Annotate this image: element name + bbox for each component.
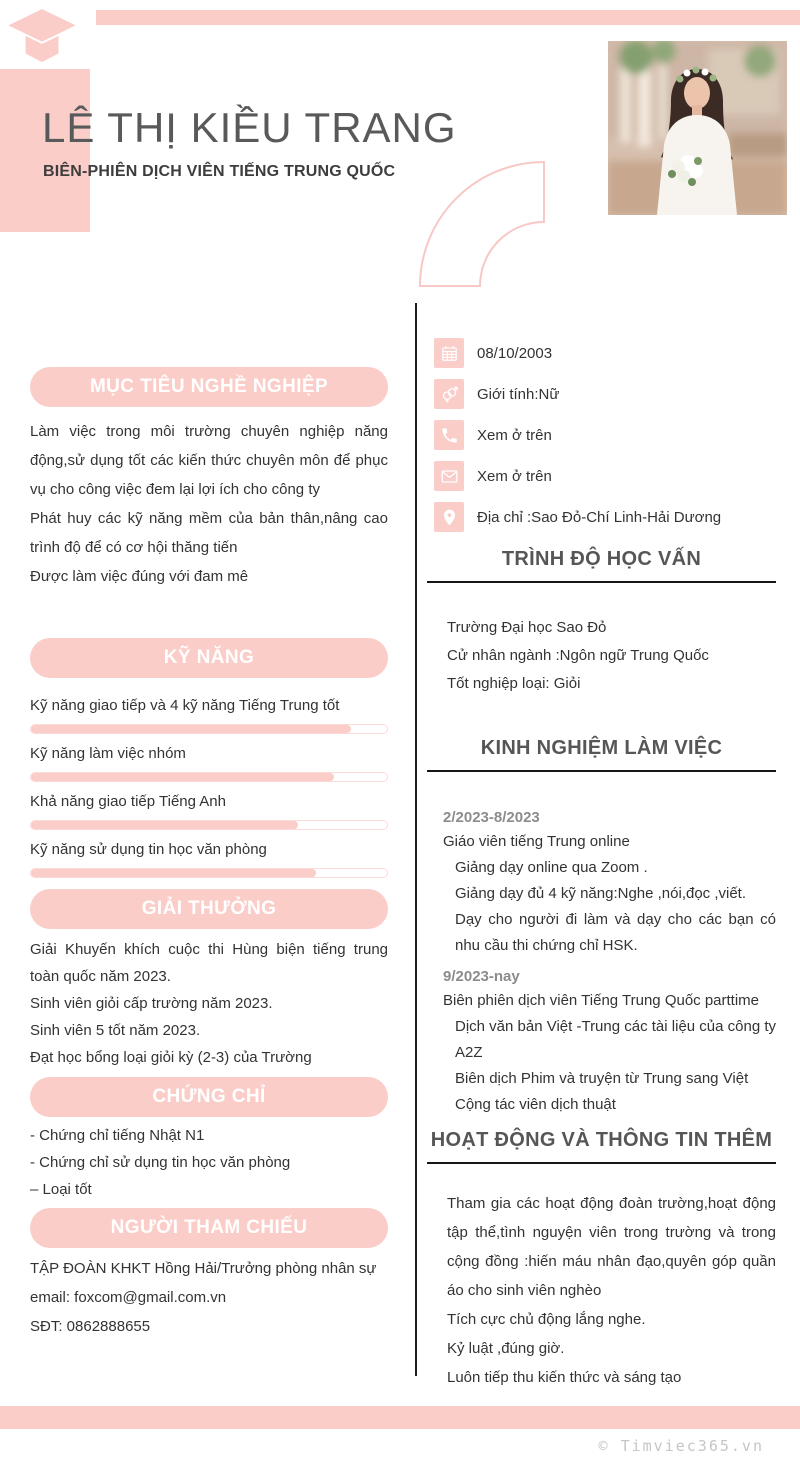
certificate-item: - Chứng chỉ tiếng Nhật N1 xyxy=(30,1127,205,1144)
skill-item xyxy=(30,743,388,782)
section-heading-certificates: CHỨNG CHỈ xyxy=(30,1077,388,1117)
address-value: Địa chỉ :Sao Đỏ-Chí Linh-Hải Dương xyxy=(477,508,722,526)
reference-line: email: foxcom@gmail.com.vn xyxy=(30,1289,227,1306)
skill-bar-fill xyxy=(31,773,334,781)
skill-label: Kỹ năng sử dụng tin học văn phòng xyxy=(30,841,267,858)
column-divider xyxy=(415,303,417,1376)
skill-bar xyxy=(30,724,388,734)
activity-line: Kỷ luật ,đúng giờ. xyxy=(447,1340,565,1357)
reference-line: TẬP ĐOÀN KHKT Hồng Hải/Trưởng phòng nhân sự xyxy=(30,1260,377,1277)
top-accent-bar xyxy=(96,10,800,25)
job-period: 9/2023-nay xyxy=(443,968,520,985)
email-icon xyxy=(434,461,464,491)
objective-line: Được làm việc đúng với đam mê xyxy=(30,568,249,585)
award-item: Sinh viên giỏi cấp trường năm 2023. xyxy=(30,995,273,1012)
references-list xyxy=(30,1254,388,1341)
objective-line: Phát huy các kỹ năng mềm của bản thân,nâng cao trình độ để có cơ hội thăng tiến xyxy=(30,510,388,556)
education-line: Trường Đại học Sao Đỏ xyxy=(447,619,607,636)
award-item: Sinh viên 5 tốt năm 2023. xyxy=(30,1022,201,1039)
education-block xyxy=(427,614,776,698)
contact-row-birthday xyxy=(427,338,776,368)
activity-line: Luôn tiếp thu kiến thức và sáng tạo xyxy=(447,1369,682,1386)
skill-bar-fill xyxy=(31,725,351,733)
objective-line: Làm việc trong môi trường chuyên nghiệp năng động,sử dụng tốt các kiến thức chuyên môn để phục vụ cho công việc đem lại lợi ích cho công ty xyxy=(30,423,388,498)
experience-job xyxy=(427,807,776,959)
section-heading-experience: KINH NGHIỆM LÀM VIỆC xyxy=(427,735,776,772)
objective-text xyxy=(30,417,388,591)
job-detail: Dịch văn bản Việt -Trung các tài liệu của công ty A2Z xyxy=(455,1018,777,1061)
skill-bar xyxy=(30,772,388,782)
section-heading-references: NGƯỜI THAM CHIẾU xyxy=(30,1208,388,1248)
skill-bar xyxy=(30,868,388,878)
skill-item xyxy=(30,791,388,830)
certificates-list xyxy=(30,1122,388,1203)
section-heading-objective: MỤC TIÊU NGHỀ NGHIỆP xyxy=(30,367,388,407)
phone-value: Xem ở trên xyxy=(477,426,552,444)
education-line: Cử nhân ngành :Ngôn ngữ Trung Quốc xyxy=(447,647,709,664)
job-title: Giáo viên tiếng Trung online xyxy=(443,833,630,850)
section-heading-education: TRÌNH ĐỘ HỌC VẤN xyxy=(427,546,776,583)
calendar-icon xyxy=(434,338,464,368)
job-title: Biên phiên dịch viên Tiếng Trung Quốc parttime xyxy=(443,992,760,1009)
activities-block xyxy=(427,1189,776,1392)
email-value: Xem ở trên xyxy=(477,467,552,485)
certificate-item: - Chứng chỉ sử dụng tin học văn phòng xyxy=(30,1154,291,1171)
graduation-cap-icon xyxy=(5,7,79,67)
certificate-item: – Loại tốt xyxy=(30,1181,92,1198)
right-column xyxy=(427,338,776,1392)
job-detail: Giảng dạy đủ 4 kỹ năng:Nghe ,nói,đọc ,viết. xyxy=(455,885,747,902)
skill-label: Khả năng giao tiếp Tiếng Anh xyxy=(30,793,226,810)
section-heading-awards: GIẢI THƯỞNG xyxy=(30,889,388,929)
job-detail: Giảng dạy online qua Zoom . xyxy=(455,859,648,876)
left-column xyxy=(30,367,388,1341)
location-icon xyxy=(434,502,464,532)
gender-icon xyxy=(434,379,464,409)
contact-row-address xyxy=(427,502,776,532)
candidate-name: LÊ THỊ KIỀU TRANG xyxy=(42,104,457,151)
section-heading-activities: HOẠT ĐỘNG VÀ THÔNG TIN THÊM xyxy=(427,1127,776,1164)
job-detail: Biên dịch Phim và truyện từ Trung sang Việt xyxy=(455,1070,749,1087)
phone-icon xyxy=(434,420,464,450)
contact-row-email xyxy=(427,461,776,491)
quarter-ring-decoration xyxy=(418,140,546,288)
award-item: Giải Khuyến khích cuộc thi Hùng biện tiếng trung toàn quốc năm 2023. xyxy=(30,941,388,985)
gender-value: Giới tính:Nữ xyxy=(477,385,560,403)
awards-list xyxy=(30,936,388,1071)
skill-item xyxy=(30,695,388,734)
profile-photo xyxy=(608,41,787,215)
job-period: 2/2023-8/2023 xyxy=(443,809,540,826)
contact-list xyxy=(427,338,776,532)
skill-bar-fill xyxy=(31,869,316,877)
job-detail: Cộng tác viên dịch thuật xyxy=(455,1096,616,1113)
reference-line: SĐT: 0862888655 xyxy=(30,1318,151,1335)
section-heading-skills: KỸ NĂNG xyxy=(30,638,388,678)
skill-item xyxy=(30,839,388,878)
watermark: © Timviec365.vn xyxy=(598,1437,764,1455)
candidate-title: BIÊN-PHIÊN DỊCH VIÊN TIẾNG TRUNG QUỐC xyxy=(43,163,396,180)
skill-bar-fill xyxy=(31,821,298,829)
contact-row-gender xyxy=(427,379,776,409)
skill-bar xyxy=(30,820,388,830)
activity-line: Tham gia các hoạt động đoàn trường,hoạt động tập thể,tình nguyện viên trong trường và trong cộng đồng :hiến máu nhân đạo,quyên góp quần áo cho sinh viên nghèo xyxy=(447,1195,776,1299)
contact-row-phone xyxy=(427,420,776,450)
experience-job xyxy=(427,966,776,1118)
skill-label: Kỹ năng làm việc nhóm xyxy=(30,745,186,762)
job-detail: Dạy cho người đi làm và dạy cho các bạn có nhu cầu thi chứng chỉ HSK. xyxy=(455,911,776,954)
award-item: Đạt học bổng loại giỏi kỳ (2-3) của Trường xyxy=(30,1049,312,1066)
footer-accent-bar xyxy=(0,1406,800,1429)
skill-label: Kỹ năng giao tiếp và 4 kỹ năng Tiếng Trung tốt xyxy=(30,697,340,714)
profile-photo-illustration xyxy=(608,41,787,215)
activity-line: Tích cực chủ động lắng nghe. xyxy=(447,1311,646,1328)
skills-list xyxy=(30,695,388,878)
education-line: Tốt nghiệp loại: Giỏi xyxy=(447,675,581,692)
birthday-value: 08/10/2003 xyxy=(477,344,553,362)
